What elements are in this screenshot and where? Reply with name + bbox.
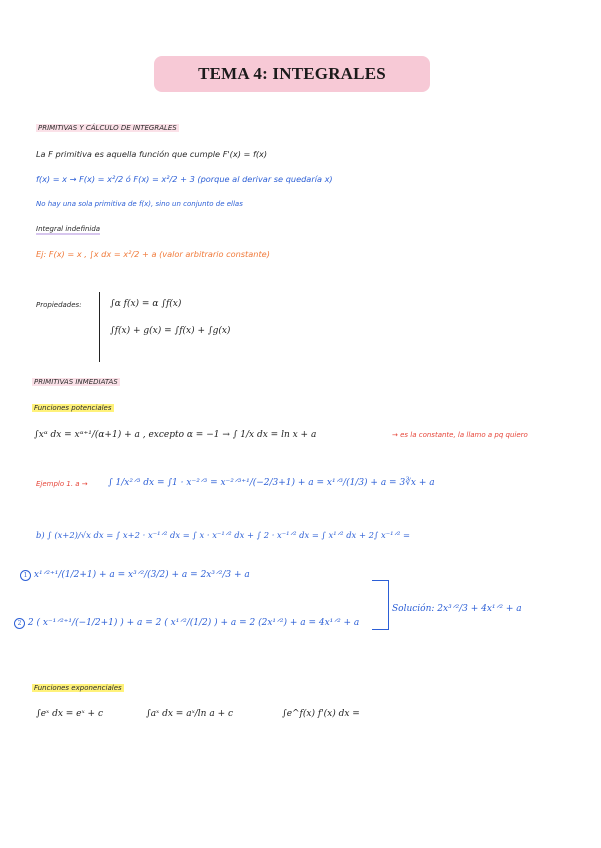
ejemplo1-expression: ∫ 1/x²ᐟ³ dx = ∫1 · x⁻²ᐟ³ = x⁻²ᐟ³⁺¹/(−2/3+1) + a = x¹ᐟ³/(1/3) + a = 3∛x + a	[108, 478, 435, 488]
exp-rule-1: ∫eˣ dx = eˣ + c	[36, 709, 103, 719]
exponenciales-heading	[32, 684, 124, 692]
solution: Solución: 2x³ᐟ²/3 + 4x¹ᐟ² + a	[392, 604, 522, 614]
step-2-text: 2 ( x⁻¹ᐟ²⁺¹/(−1/2+1) ) + a = 2 ( x¹ᐟ²/(1/2) ) + a = 2 (2x¹ᐟ²) + a = 4x¹ᐟ² + a	[27, 618, 360, 628]
subheading-text: Funciones potenciales	[34, 404, 112, 412]
subheading-text: Integral indefinida	[36, 225, 101, 233]
title-banner	[154, 56, 430, 92]
propiedades-label: Propiedades:	[36, 301, 82, 309]
solution-brace	[372, 580, 389, 630]
subheading-text: Funciones exponenciales	[34, 684, 122, 692]
potential-rule	[34, 430, 316, 440]
rule-except: , excepto α = −1 → ∫ 1/x dx = ln x + a	[142, 430, 317, 440]
integral-indefinida-heading	[36, 225, 100, 233]
step-2	[14, 618, 359, 629]
exp-rule-2: ∫aˣ dx = aˣ/ln a + c	[146, 709, 234, 719]
exp-rule-3: ∫e^f(x) f'(x) dx =	[282, 709, 360, 719]
section-heading-inmediatas	[32, 378, 120, 386]
heading-text: PRIMITIVAS Y CÁLCULO DE INTEGRALES	[38, 124, 177, 132]
potenciales-heading	[32, 404, 114, 412]
definition-line: La F primitiva es aquella función que cumple F'(x) = f(x)	[36, 149, 268, 159]
ejemplo1-label: Ejemplo 1. a →	[36, 480, 88, 488]
rule-left: ∫xᵅ dx = xᵅ⁺¹/(α+1) + a	[34, 430, 140, 440]
constant-note: → es la constante, la llamo a pq quiero	[392, 431, 528, 439]
section-heading-primitivas	[36, 124, 179, 132]
propiedades-bar	[99, 292, 100, 362]
step-1-marker: 1	[20, 570, 31, 581]
no-hay-line: No hay una sola primitiva de f(x), sino un conjunto de ellas	[36, 200, 243, 208]
ejemplo-b-expression: b) ∫ (x+2)/√x dx = ∫ x+2 · x⁻¹ᐟ² dx = ∫ x · x⁻¹ᐟ² dx + ∫ 2 · x⁻¹ᐟ² dx = ∫ x¹ᐟ² dx + 2∫ x⁻¹ᐟ² =	[36, 530, 411, 540]
page-title: TEMA 4: INTEGRALES	[198, 64, 386, 83]
property-1: ∫α f(x) = α ∫f(x)	[110, 299, 182, 309]
step-1	[20, 570, 250, 581]
ej-line: Ej: F(x) = x , ∫x dx = x²/2 + a (valor arbitrario constante)	[36, 249, 270, 259]
step-2-marker: 2	[14, 618, 25, 629]
example-line: f(x) = x → F(x) = x²/2 ó F(x) = x²/2 + 3 (porque al derivar se quedaría x)	[36, 174, 333, 184]
heading-text: PRIMITIVAS INMEDIATAS	[34, 378, 118, 386]
step-1-text: x¹ᐟ²⁺¹/(1/2+1) + a = x³ᐟ²/(3/2) + a = 2x³ᐟ²/3 + a	[33, 570, 250, 580]
property-2: ∫f(x) + g(x) = ∫f(x) + ∫g(x)	[110, 326, 231, 336]
